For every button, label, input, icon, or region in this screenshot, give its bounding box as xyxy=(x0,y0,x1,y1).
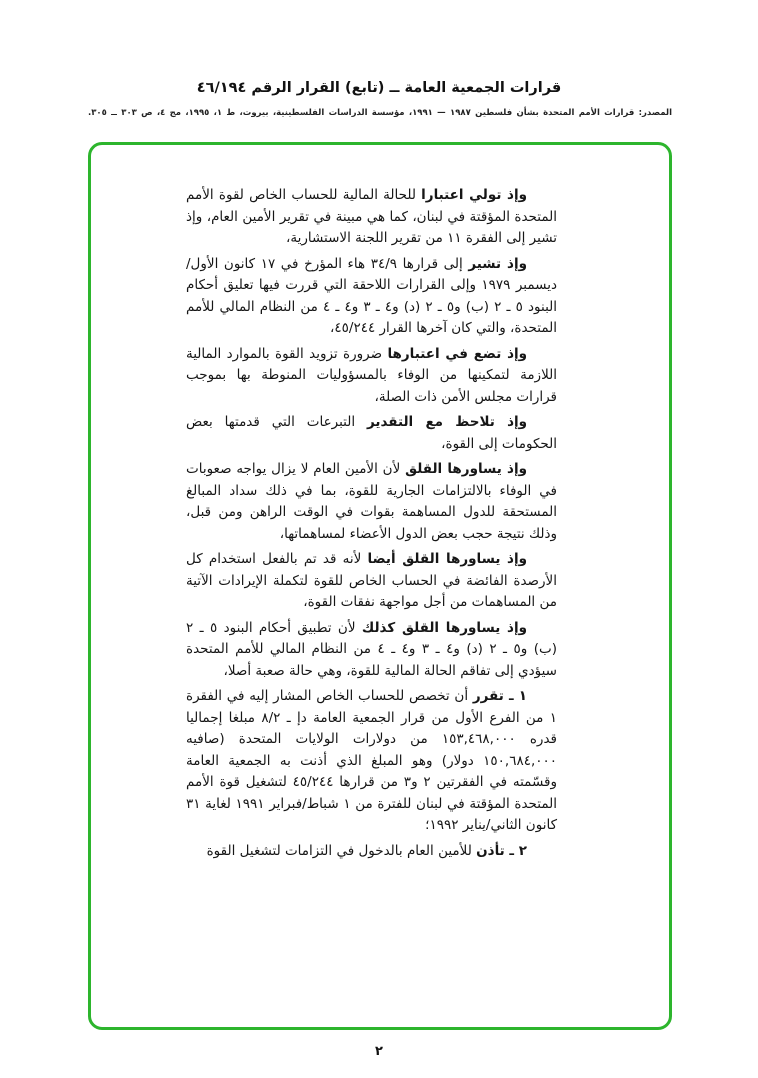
paragraph-text: للأمين العام بالدخول في التزامات لتشغيل القوة xyxy=(206,842,472,859)
paragraph-text: إلى قرارها ٣٤/٩ هاء المؤرخ في ١٧ كانون الأول/ ديسمبر ١٩٧٩ وإلى القرارات اللاحقة التي قررت فيها تعليق أحكام البنود ٥ ـ ٢ (ب) و٥ ـ ٢ (د) و٤ ـ ٣ و٤ ـ ٤ من النظام المالي للأمم المتحدة، والتي كان آخرها القرار ٤٥/٢٤٤، xyxy=(186,255,558,336)
paragraph-text: لأن تطبيق أحكام البنود ٥ ـ ٢ (ب) و٥ ـ ٢ (د) و٤ ـ ٣ و٤ ـ ٤ من النظام المالي للأمم المتحدة سيؤدي إلى تفاقم الحالة المالية للقوة، وهي حالة صعبة أصلا، xyxy=(186,619,557,679)
paragraph-text: أن تخصص للحساب الخاص المشار إليه في الفقرة ١ من الفرع الأول من قرار الجمعية العامة دإ ـ ٨/٢ مبلغا إجماليا قدره ١٥٣,٤٦٨,٠٠٠ من دولارات الولايات المتحدة (صافيه ١٥٠,٦٨٤,٠٠٠ دولار) وهو المبلغ الذي أذنت به الجمعية العامة وقسّمته في الفقرتين ٢ و٣ من قرارها ٤٥/٢٤٤ لتشغيل قوة الأمم المتحدة المؤقتة في لبنان للفترة من ١ شباط/فبراير ١٩٩١ لغاية ٣١ كانون الثاني/يناير ١٩٩٢؛ xyxy=(186,688,558,833)
paragraph-lead: وإذ تضع في اعتبارها xyxy=(387,345,528,362)
paragraph xyxy=(186,254,557,340)
document-body xyxy=(186,185,557,866)
paragraph xyxy=(186,841,557,863)
paragraph-lead: ٢ ـ تأذن xyxy=(476,842,527,859)
paragraph-lead: وإذ يساورها القلق كذلك xyxy=(361,619,527,636)
paragraph-text: لأن الأمين العام لا يزال يواجه صعوبات في الوفاء بالالتزامات الجارية للقوة، بما في ذلك سداد المبالغ المستحقة للدول المساهمة بقوات في الوقت الراهن ومن قبل، وذلك نتيجة حجب بعض الدول الأعضاء لمساهماتها، xyxy=(186,461,557,542)
paragraph xyxy=(186,344,557,409)
paragraph-text: التبرعات التي قدمتها بعض الحكومات إلى القوة، xyxy=(186,414,557,452)
paragraph xyxy=(186,185,557,250)
paragraph-lead: وإذ يساورها القلق xyxy=(405,461,527,477)
paragraph xyxy=(186,549,557,614)
document-title: قرارات الجمعية العامة ــ (تابع) القرار الرقم ٤٦/١٩٤ xyxy=(196,80,562,96)
page-number: ٢ xyxy=(375,1044,383,1059)
content-frame xyxy=(88,142,672,1030)
paragraph xyxy=(186,686,557,837)
paragraph-lead: وإذ يساورها القلق أيضا xyxy=(367,551,527,567)
source-line: المصدر: قرارات الأمم المتحدة بشأن فلسطين ١٩٨٧ — ١٩٩١، مؤسسة الدراسات الفلسطينية، بيروت، ط ١، ١٩٩٥، مج ٤، ص ٣٠٣ ــ ٣٠٥. xyxy=(88,108,672,118)
paragraph-lead: وإذ تولي اعتبارا xyxy=(421,187,527,203)
paragraph-text: لأنه قد تم بالفعل استخدام كل الأرصدة الفائضة في الحساب الخاص للقوة لتكملة الإيرادات الآتية من المساهمات من أجل مواجهة نفقات القوة، xyxy=(186,551,557,610)
paragraph xyxy=(186,459,557,545)
paragraph-text: للحالة المالية للحساب الخاص لقوة الأمم المتحدة المؤقتة في لبنان، كما هي مبينة في تقرير الأمين العام، وإذ تشير إلى الفقرة ١١ من تقرير اللجنة الاستشارية، xyxy=(186,187,557,246)
paragraph-lead: وإذ تشير xyxy=(468,255,527,272)
paragraph xyxy=(186,412,557,455)
paragraph-text: ضرورة تزويد القوة بالموارد المالية اللازمة لتمكينها من الوفاء بالمسؤوليات المنوطة بها بموجب قرارات مجلس الأمن ذات الصلة، xyxy=(186,345,557,405)
paragraph xyxy=(186,618,557,683)
paragraph-lead: ١ ـ تقرر xyxy=(472,688,527,704)
paragraph-lead: وإذ تلاحظ مع التقدير xyxy=(366,414,528,430)
